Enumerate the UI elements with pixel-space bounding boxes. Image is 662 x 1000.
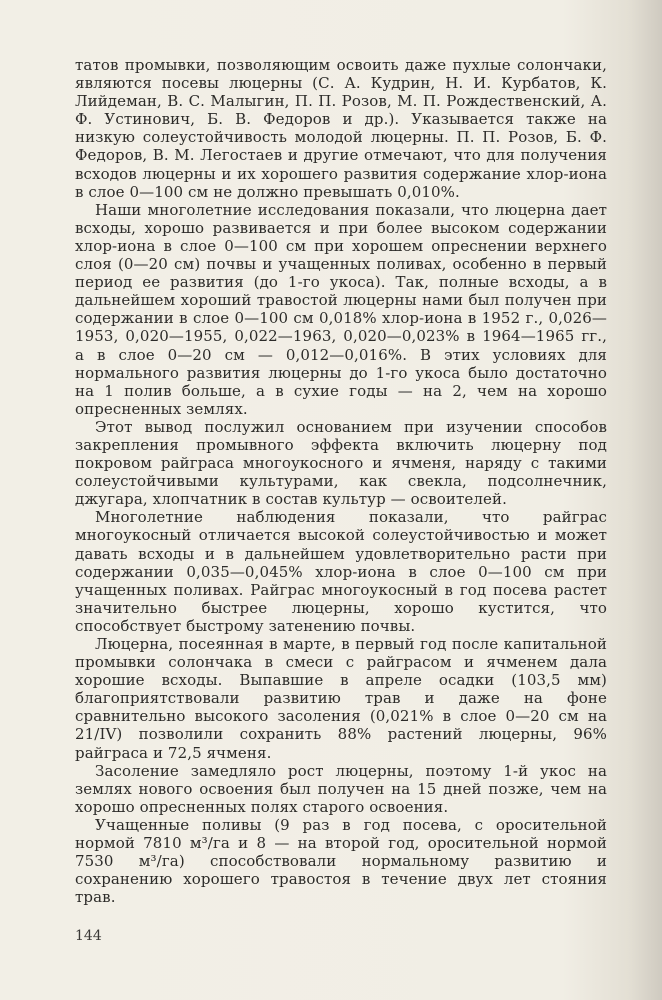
paragraph-4: Многолетние наблюдения показали, что райграс многоукосный отличается высокой солеустойчивостью и может давать всходы и в дальнейшем удовлетворительно расти при содержании 0,035—0,045% хлор-иона в слое 0—100 см при учащенных поливах. Райграс многоукосный в год посева растет значительно быстрее люцерны, хорошо кустится, что способствует быстрому затенению почвы. — [75, 508, 607, 635]
paragraph-5: Люцерна, посеянная в марте, в первый год после капитальной промывки солончака в смеси с райграсом и ячменем дала хорошие всходы. Выпавшие в апреле осадки (103,5 мм) благоприятствовали развитию трав и даже на фоне сравнительно высокого засоления (0,021% в слое 0—20 см на 21/IV) позволили сохранить 88% растений люцерны, 96% райграса и 72,5 ячменя. — [75, 635, 607, 762]
paragraph-7: Учащенные поливы (9 раз в год посева, с оросительной нормой 7810 м³/га и 8 — на второй год, оросительной нормой 7530 м³/га) способствовали нормальному развитию и сохранению хорошего травостоя в течение двух лет стояния трав. — [75, 815, 607, 907]
paragraph-3: Этот вывод послужил основанием при изучении способов закрепления промывного эффекта включить люцерну под покровом райграса многоукосного и ячменя, наряду с такими солеустойчивыми культурами, как свекла, подсолнечник, джугара, хлопчатник в состав культур — освоителей. — [75, 417, 607, 509]
page-number: 144 — [75, 928, 102, 944]
body-text — [75, 56, 607, 906]
paragraph-6: Засоление замедляло рост люцерны, поэтому 1-й укос на землях нового освоения был получен на 15 дней позже, чем на хорошо опресненных полях старого освоения. — [75, 761, 607, 816]
paragraph-1: татов промывки, позволяющим освоить даже пухлые солончаки, являются посевы люцерны (С. А. Кудрин, Н. И. Курбатов, К. Лийдеман, В. С. Малыгин, П. П. Розов, М. П. Рождественский, А. Ф. Устинович, Б. В. Федоров и др.). Указывается также на низкую солеустойчивость молодой люцерны. П. П. Розов, Б. Ф. Федоров, В. М. Легостаев и другие отмечают, что для получения всходов люцерны и их хорошего развития содержание хлор-иона в слое 0—100 см не должно превышать 0,010%. — [75, 56, 607, 201]
paragraph-2: Наши многолетние исследования показали, что люцерна дает всходы, хорошо развивается и при более высоком содержании хлор-иона в слое 0—100 см при хорошем опреснении верхнего слоя (0—20 см) почвы и учащенных поливах, особенно в первый период ее развития (до 1-го укоса). Так, полные всходы, а в дальнейшем хороший травостой люцерны нами был получен при содержании в слое 0—100 см 0,018% хлор-иона в 1952 г., 0,026—1953, 0,020—1955, 0,022—1963, 0,020—0,023% в 1964—1965 гг., а в слое 0—20 см — 0,012—0,016%. В этих условиях для нормального развития люцерны до 1-го укоса было достаточно на 1 полив больше, а в сухие годы — на 2, чем на хорошо опресненных землях. — [75, 200, 607, 418]
